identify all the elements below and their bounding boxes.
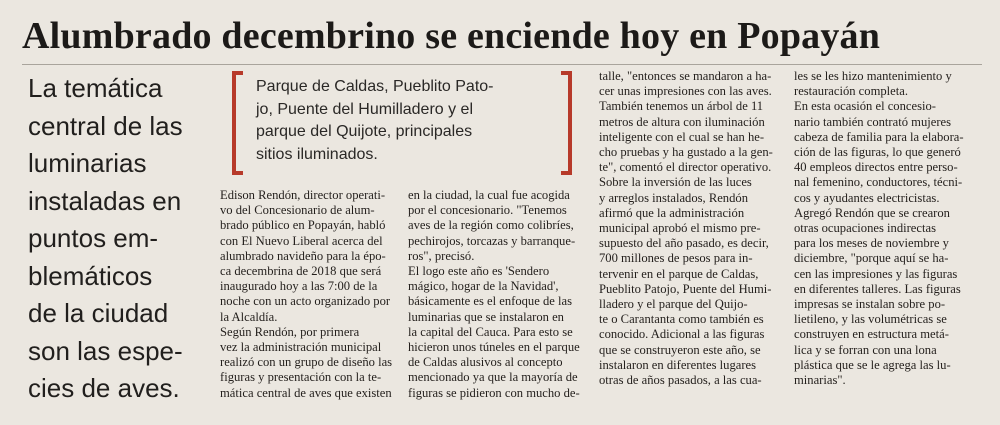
body-line: la capital del Cauca. Para esto se — [408, 324, 573, 339]
body-line: mágico, hogar de la Navidad', — [408, 279, 559, 294]
article-column-2 — [408, 188, 586, 401]
lead-line: de la ciudad — [28, 298, 169, 328]
body-line: inaugurado hoy a las 7:00 de la — [220, 279, 378, 294]
body-line: hicieron unos túneles en el parque — [408, 340, 580, 355]
lead-line: son las espe- — [28, 335, 183, 366]
body-line: talle, "entonces se mandaron a ha- — [599, 69, 772, 83]
body-line: En esta ocasión el concesio- — [794, 99, 936, 114]
body-line: mencionado ya que la mayoría de — [408, 370, 578, 385]
body-line: Agregó Rendón que se crearon — [794, 205, 950, 220]
body-line: te", comentó el director operativo. — [599, 160, 772, 175]
pullquote-right-bracket — [561, 71, 572, 175]
body-line: cer unas impresiones con las aves. — [599, 84, 772, 99]
body-line: vez la administración municipal — [220, 340, 382, 355]
body-line: ros", precisó. — [408, 248, 475, 263]
body-line: básicamente es el enfoque de las — [408, 294, 572, 309]
headline-rule — [22, 64, 982, 65]
body-line: aves de la región como colibríes, — [408, 218, 574, 233]
body-line: municipal aprobó el mismo pre- — [599, 221, 761, 236]
body-line: instalaron en diferentes lugares — [599, 357, 757, 372]
lead-line: luminarias — [28, 148, 147, 178]
body-line: diciembre, "porque aquí se ha- — [794, 251, 949, 266]
body-line: otras de años pasados, a las cua- — [599, 373, 762, 388]
body-line: y arreglos instalados, Rendón — [599, 190, 748, 205]
body-line: vo del Concesionario de alum- — [220, 203, 375, 218]
body-line: restauración completa. — [794, 84, 908, 99]
body-line: figuras se pidieron con mucho de- — [408, 385, 580, 400]
body-line: El logo este año es 'Sendero — [408, 264, 550, 279]
body-line: construyen en estructura metá- — [794, 327, 949, 342]
body-line: 40 empleos directos entre perso- — [794, 160, 958, 175]
body-line: alumbrado navideño para la épo- — [220, 248, 386, 263]
body-line: nal femenino, conductores, técni- — [794, 175, 963, 190]
body-line: lladero y el parque del Quijo- — [599, 297, 748, 312]
body-line: cho pruebas y ha gustado a la gen- — [599, 145, 773, 160]
lead-paragraph — [28, 70, 208, 408]
pullquote-text — [256, 76, 556, 166]
body-line: te o Carantanta como también es — [599, 312, 764, 327]
headline: Alumbrado decembrino se enciende hoy en Popayán — [22, 15, 881, 57]
body-line: lica y se forran con una lona — [794, 342, 937, 357]
body-line: cos y ayudantes electricistas. — [794, 190, 940, 205]
body-line: luminarias que se instalaron en — [408, 309, 564, 324]
body-line: impresas se instalan sobre po- — [794, 297, 946, 312]
body-line: realizó con un grupo de diseño las — [220, 355, 393, 370]
body-line: cen las impresiones y las figuras — [794, 266, 958, 281]
lead-line: instaladas en — [28, 185, 182, 216]
article-column-4 — [794, 69, 974, 388]
body-line: brado público en Popayán, habló — [220, 218, 386, 233]
body-line: les se les hizo mantenimiento y — [794, 69, 952, 83]
body-line: tervenir en el parque de Caldas, — [599, 266, 759, 281]
body-line: pechirojos, torcazas y barranque- — [408, 233, 576, 248]
body-line: en diferentes talleres. Las figuras — [794, 281, 961, 296]
body-line: metros de altura con iluminación — [599, 114, 765, 129]
body-line: supuesto del año pasado, es decir, — [599, 236, 769, 251]
body-line: de Caldas alusivos al concepto — [408, 355, 563, 370]
pullquote-line: sitios iluminados. — [256, 145, 378, 163]
body-line: la Alcaldía. — [220, 309, 278, 324]
body-line: por el concesionario. "Tenemos — [408, 203, 567, 218]
lead-line: cies de aves. — [28, 373, 180, 403]
body-line: nario también contrató mujeres — [794, 114, 952, 129]
body-line: Según Rendón, por primera — [220, 324, 360, 339]
lead-line: La temática — [28, 73, 163, 103]
body-line: afirmó que la administración — [599, 205, 745, 220]
pullquote-left-bracket — [232, 71, 243, 175]
body-line: figuras y presentación con la te- — [220, 370, 382, 385]
pullquote-line: jo, Puente del Humilladero y el — [256, 100, 474, 118]
body-line: ca decembrina de 2018 que será — [220, 264, 382, 279]
body-line: ción de las figuras, lo que generó — [794, 145, 961, 160]
body-line: 700 millones de pesos para in- — [599, 251, 753, 266]
body-line: conocido. Adicional a las figuras — [599, 327, 765, 342]
lead-line: puntos em- — [28, 223, 159, 253]
body-line: lietileno, y las volumétricas se — [794, 312, 947, 327]
pullquote-line: parque del Quijote, principales — [256, 123, 473, 140]
body-line: inteligente con el cual se han he- — [599, 129, 765, 144]
body-line: para los meses de noviembre y — [794, 236, 949, 251]
lead-line: blemáticos — [28, 260, 153, 291]
article-column-1 — [220, 188, 398, 401]
body-line: También tenemos un árbol de 11 — [599, 99, 764, 114]
pullquote — [232, 71, 572, 177]
body-line: Pueblito Patojo, Puente del Humi- — [599, 281, 772, 296]
body-line: noche con un acto organizado por — [220, 294, 391, 309]
pullquote-line: Parque de Caldas, Pueblito Pato- — [256, 78, 494, 95]
body-line: cabeza de familia para la elabora- — [794, 129, 964, 144]
body-line: mática central de aves que existen — [220, 385, 392, 400]
body-line: con El Nuevo Liberal acerca del — [220, 233, 383, 248]
article-column-3 — [599, 69, 781, 388]
lead-line: central de las — [28, 110, 183, 141]
body-line: en la ciudad, la cual fue acogida — [408, 188, 570, 202]
body-line: Edison Rendón, director operati- — [220, 188, 386, 202]
body-line: Sobre la inversión de las luces — [599, 175, 752, 190]
body-line: que se construyeron este año, se — [599, 342, 761, 357]
body-line: plástica que se le agrega las lu- — [794, 357, 951, 372]
body-line: minarias". — [794, 373, 846, 388]
body-line: otras ocupaciones indirectas — [794, 221, 936, 236]
